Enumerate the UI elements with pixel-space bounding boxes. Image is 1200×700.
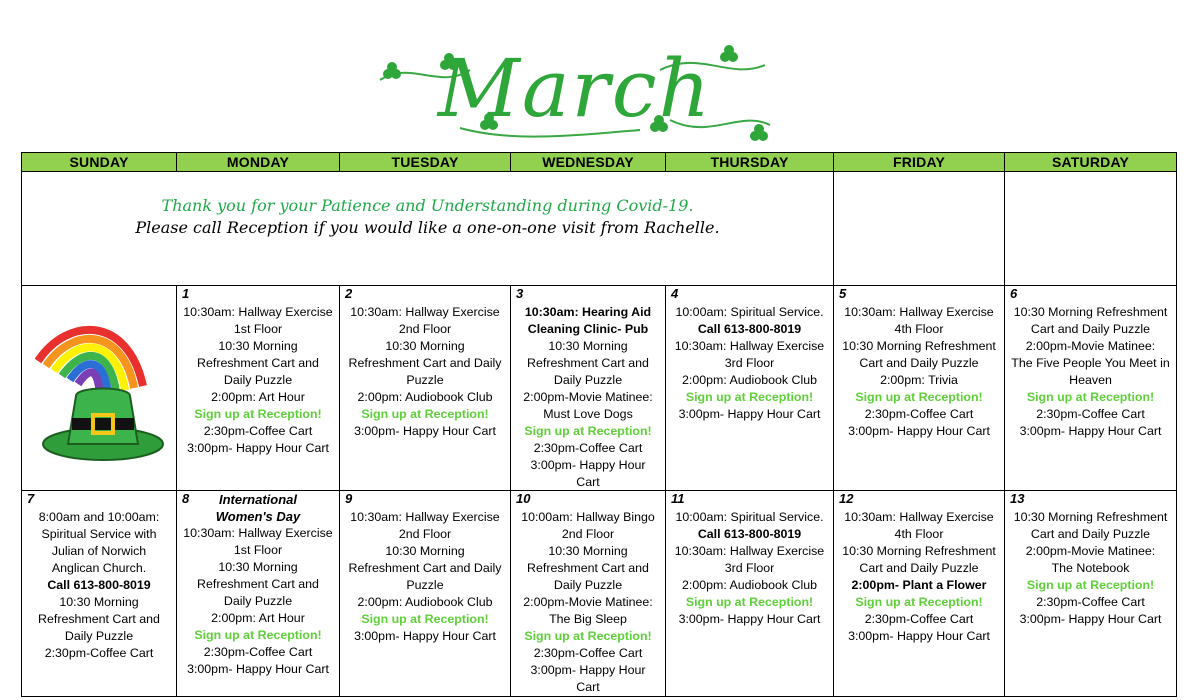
- event-line: 2:00pm: Art Hour: [211, 611, 305, 625]
- day-cell: [22, 491, 177, 697]
- event-line: 3rd Floor: [724, 356, 775, 370]
- event-line: Daily Puzzle: [223, 373, 293, 387]
- event-line: Puzzle: [406, 373, 444, 387]
- day-number: 10: [516, 491, 531, 506]
- signup-line: Sign up at Reception!: [361, 407, 489, 421]
- event-line: Call 613-800-8019: [47, 578, 151, 592]
- day-cell: [177, 286, 340, 491]
- day-number: 5: [839, 286, 847, 301]
- event-line: Call 613-800-8019: [697, 527, 802, 541]
- event-line: 2:00pm: Audiobook Club: [681, 373, 817, 387]
- notice-cell: [22, 172, 834, 286]
- event-line: Spiritual Service with: [41, 527, 157, 541]
- weekday-header-row: [22, 153, 1177, 172]
- event-line: 2:30pm-Coffee Cart: [533, 441, 643, 455]
- event-line: 10:00am: Hallway Bingo: [521, 510, 655, 524]
- week-row-2: [22, 491, 1177, 697]
- signup-line: Sign up at Reception!: [194, 407, 322, 421]
- event-line: 3:00pm- Happy Hour Cart: [187, 441, 329, 455]
- day-number: 2: [345, 286, 353, 301]
- header-friday: FRIDAY: [834, 153, 1005, 172]
- signup-line: Sign up at Reception!: [855, 595, 983, 609]
- event-line: Refreshment Cart and Daily: [348, 561, 502, 575]
- day-cell: [511, 286, 666, 491]
- event-line: Cart and Daily Puzzle: [859, 356, 979, 370]
- event-line: 2:00pm: Audiobook Club: [357, 390, 493, 404]
- month-title: March: [437, 42, 713, 135]
- event-line: 10:30 Morning Refreshment: [842, 339, 996, 353]
- day-number: 4: [671, 286, 679, 301]
- signup-line: Sign up at Reception!: [1026, 390, 1155, 404]
- day-number: 11: [671, 491, 685, 506]
- event-line: 2:30pm-Coffee Cart: [1036, 407, 1145, 421]
- event-line: 2nd Floor: [561, 527, 615, 541]
- event-line: 10:30 Morning: [548, 339, 628, 353]
- event-line: 3:00pm- Happy Hour Cart: [848, 629, 990, 643]
- header-tuesday: TUESDAY: [340, 153, 511, 172]
- event-line: 2:30pm-Coffee Cart: [864, 612, 974, 626]
- day-number: 3: [516, 286, 524, 301]
- event-line: 2:00pm-Movie Matinee:: [523, 390, 653, 404]
- event-line: The Big Sleep: [549, 612, 627, 626]
- event-line: Cart: [576, 680, 600, 694]
- event-line: Refreshment Cart and: [527, 356, 649, 370]
- empty-cell: [834, 172, 1005, 286]
- event-line: Cart and Daily Puzzle: [1030, 322, 1151, 336]
- event-line: 3:00pm- Happy Hour Cart: [678, 407, 821, 421]
- day-cell: [666, 491, 834, 697]
- event-line: 3:00pm- Happy Hour Cart: [678, 612, 821, 626]
- notice-line-1: Thank you for your Patience and Understanding during Covid-19.: [161, 196, 694, 215]
- event-line: 1st Floor: [233, 322, 283, 336]
- event-line: Anglican Church.: [51, 561, 147, 575]
- event-line: 2:30pm-Coffee Cart: [533, 646, 643, 660]
- event-line: 2nd Floor: [398, 322, 452, 336]
- event-line: Puzzle: [406, 578, 444, 592]
- day-number: 9: [345, 491, 353, 506]
- event-line: 10:30am: Hallway Exercise: [183, 305, 333, 319]
- notice-row: [22, 172, 1177, 286]
- event-line: 10:00am: Spiritual Service.: [675, 510, 824, 524]
- event-line: Cart and Daily Puzzle: [859, 561, 979, 575]
- event-line: 2:00pm: Art Hour: [211, 390, 305, 404]
- signup-line: Sign up at Reception!: [361, 612, 489, 626]
- header-sunday: SUNDAY: [22, 153, 177, 172]
- event-line: 3:00pm- Happy Hour Cart: [187, 662, 329, 676]
- signup-line: Sign up at Reception!: [524, 629, 652, 643]
- day-cell: [834, 286, 1005, 491]
- empty-cell: [1005, 172, 1177, 286]
- header-wednesday: WEDNESDAY: [511, 153, 666, 172]
- leprechaun-hat-rainbow-icon: [28, 316, 168, 466]
- event-line: Call 613-800-8019: [697, 322, 802, 336]
- header-monday: MONDAY: [177, 153, 340, 172]
- day-cell: [1005, 286, 1177, 491]
- title-banner: [370, 30, 780, 148]
- event-line: Daily Puzzle: [64, 629, 134, 643]
- signup-line: Sign up at Reception!: [685, 390, 814, 404]
- event-line: 10:30 Morning: [218, 339, 298, 353]
- day-cell: [340, 491, 511, 697]
- event-line: 10:30am: Hallway Exercise: [844, 305, 994, 319]
- event-line: Refreshment Cart and: [197, 577, 319, 591]
- day-cell-sunday-blank: [22, 286, 177, 491]
- day-cell: [511, 491, 666, 697]
- event-line: 10:30 Morning: [548, 544, 628, 558]
- event-line: Daily Puzzle: [223, 594, 293, 608]
- event-line: 3:00pm- Happy Hour: [530, 663, 646, 677]
- header-saturday: SATURDAY: [1005, 153, 1177, 172]
- special-day-title: Women's Day: [215, 509, 301, 524]
- calendar-table: [21, 152, 1177, 697]
- day-number: 7: [27, 491, 35, 506]
- event-line: 10:30 Morning: [385, 544, 465, 558]
- event-line: Daily Puzzle: [553, 578, 623, 592]
- day-cell: [1005, 491, 1177, 697]
- event-line: 10:30am: Hallway Exercise: [674, 339, 825, 353]
- event-line: 2:00pm: Audiobook Club: [357, 595, 493, 609]
- event-line: 8:00am and 10:00am:: [38, 510, 160, 524]
- event-line: 3rd Floor: [724, 561, 775, 575]
- event-line: Julian of Norwich: [51, 544, 147, 558]
- event-line: 2:00pm-Movie Matinee:: [523, 595, 653, 609]
- signup-line: Sign up at Reception!: [524, 424, 652, 438]
- signup-line: Sign up at Reception!: [685, 595, 814, 609]
- event-line: 10:30am: Hallway Exercise: [183, 526, 333, 540]
- event-line: The Notebook: [1051, 561, 1130, 575]
- header-thursday: THURSDAY: [666, 153, 834, 172]
- event-line: 4th Floor: [894, 527, 944, 541]
- event-line: The Five People You Meet in: [1011, 356, 1170, 370]
- day-number: 8: [182, 491, 190, 506]
- event-line: Cleaning Clinic- Pub: [527, 322, 649, 336]
- signup-line: Sign up at Reception!: [855, 390, 983, 404]
- week-row-1: [22, 286, 1177, 491]
- event-line: 10:30am: Hallway Exercise: [844, 510, 994, 524]
- event-line: 2nd Floor: [398, 527, 452, 541]
- event-line: 2:00pm- Plant a Flower: [851, 578, 987, 592]
- event-line: 2:30pm-Coffee Cart: [44, 646, 154, 660]
- signup-line: Sign up at Reception!: [1026, 578, 1155, 592]
- event-line: Refreshment Cart and Daily: [348, 356, 502, 370]
- event-line: 3:00pm- Happy Hour Cart: [1019, 424, 1162, 438]
- event-line: Refreshment Cart and: [38, 612, 160, 626]
- day-number: 13: [1010, 491, 1025, 506]
- event-line: Heaven: [1069, 373, 1112, 387]
- event-line: 1st Floor: [233, 543, 283, 557]
- special-day-title: International: [218, 492, 297, 507]
- event-line: 2:00pm-Movie Matinee:: [1025, 544, 1156, 558]
- event-line: 3:00pm- Happy Hour: [530, 458, 646, 472]
- event-line: 10:30am: Hallway Exercise: [350, 305, 500, 319]
- event-line: 4th Floor: [894, 322, 944, 336]
- event-line: 2:30pm-Coffee Cart: [203, 645, 313, 659]
- event-line: Cart and Daily Puzzle: [1030, 527, 1151, 541]
- event-line: Refreshment Cart and: [197, 356, 319, 370]
- event-line: 10:30 Morning Refreshment: [1013, 510, 1168, 524]
- event-line: 10:30 Morning Refreshment: [1013, 305, 1168, 319]
- event-line: 10:00am: Spiritual Service.: [675, 305, 824, 319]
- event-line: 10:30am: Hallway Exercise: [350, 510, 500, 524]
- event-line: 3:00pm- Happy Hour Cart: [354, 424, 496, 438]
- day-cell: [340, 286, 511, 491]
- day-cell: [666, 286, 834, 491]
- event-line: 10:30 Morning: [385, 339, 465, 353]
- event-line: 10:30 Morning: [218, 560, 298, 574]
- day-number: 12: [839, 491, 854, 506]
- event-line: 10:30am: Hallway Exercise: [674, 544, 825, 558]
- event-line: Cart: [576, 475, 600, 489]
- day-cell: [177, 491, 340, 697]
- event-line: 3:00pm- Happy Hour Cart: [354, 629, 496, 643]
- signup-line: Sign up at Reception!: [194, 628, 322, 642]
- event-line: 2:00pm: Trivia: [880, 373, 958, 387]
- event-line: 2:30pm-Coffee Cart: [1036, 595, 1145, 609]
- event-line: Must Love Dogs: [543, 407, 633, 421]
- day-cell: [834, 491, 1005, 697]
- event-line: 2:30pm-Coffee Cart: [203, 424, 313, 438]
- event-line: 10:30 Morning Refreshment: [842, 544, 996, 558]
- event-line: 3:00pm- Happy Hour Cart: [1019, 612, 1162, 626]
- day-number: 1: [182, 286, 190, 301]
- event-line: 10:30am: Hearing Aid: [524, 305, 652, 319]
- notice-line-2: Please call Reception if you would like a one-on-one visit from Rachelle.: [135, 218, 720, 237]
- event-line: 2:00pm-Movie Matinee:: [1025, 339, 1156, 353]
- event-line: 2:00pm: Audiobook Club: [681, 578, 817, 592]
- day-number: 6: [1010, 286, 1018, 301]
- event-line: 2:30pm-Coffee Cart: [864, 407, 974, 421]
- event-line: 10:30 Morning: [59, 595, 139, 609]
- event-line: Refreshment Cart and: [527, 561, 649, 575]
- event-line: 3:00pm- Happy Hour Cart: [848, 424, 990, 438]
- event-line: Daily Puzzle: [553, 373, 623, 387]
